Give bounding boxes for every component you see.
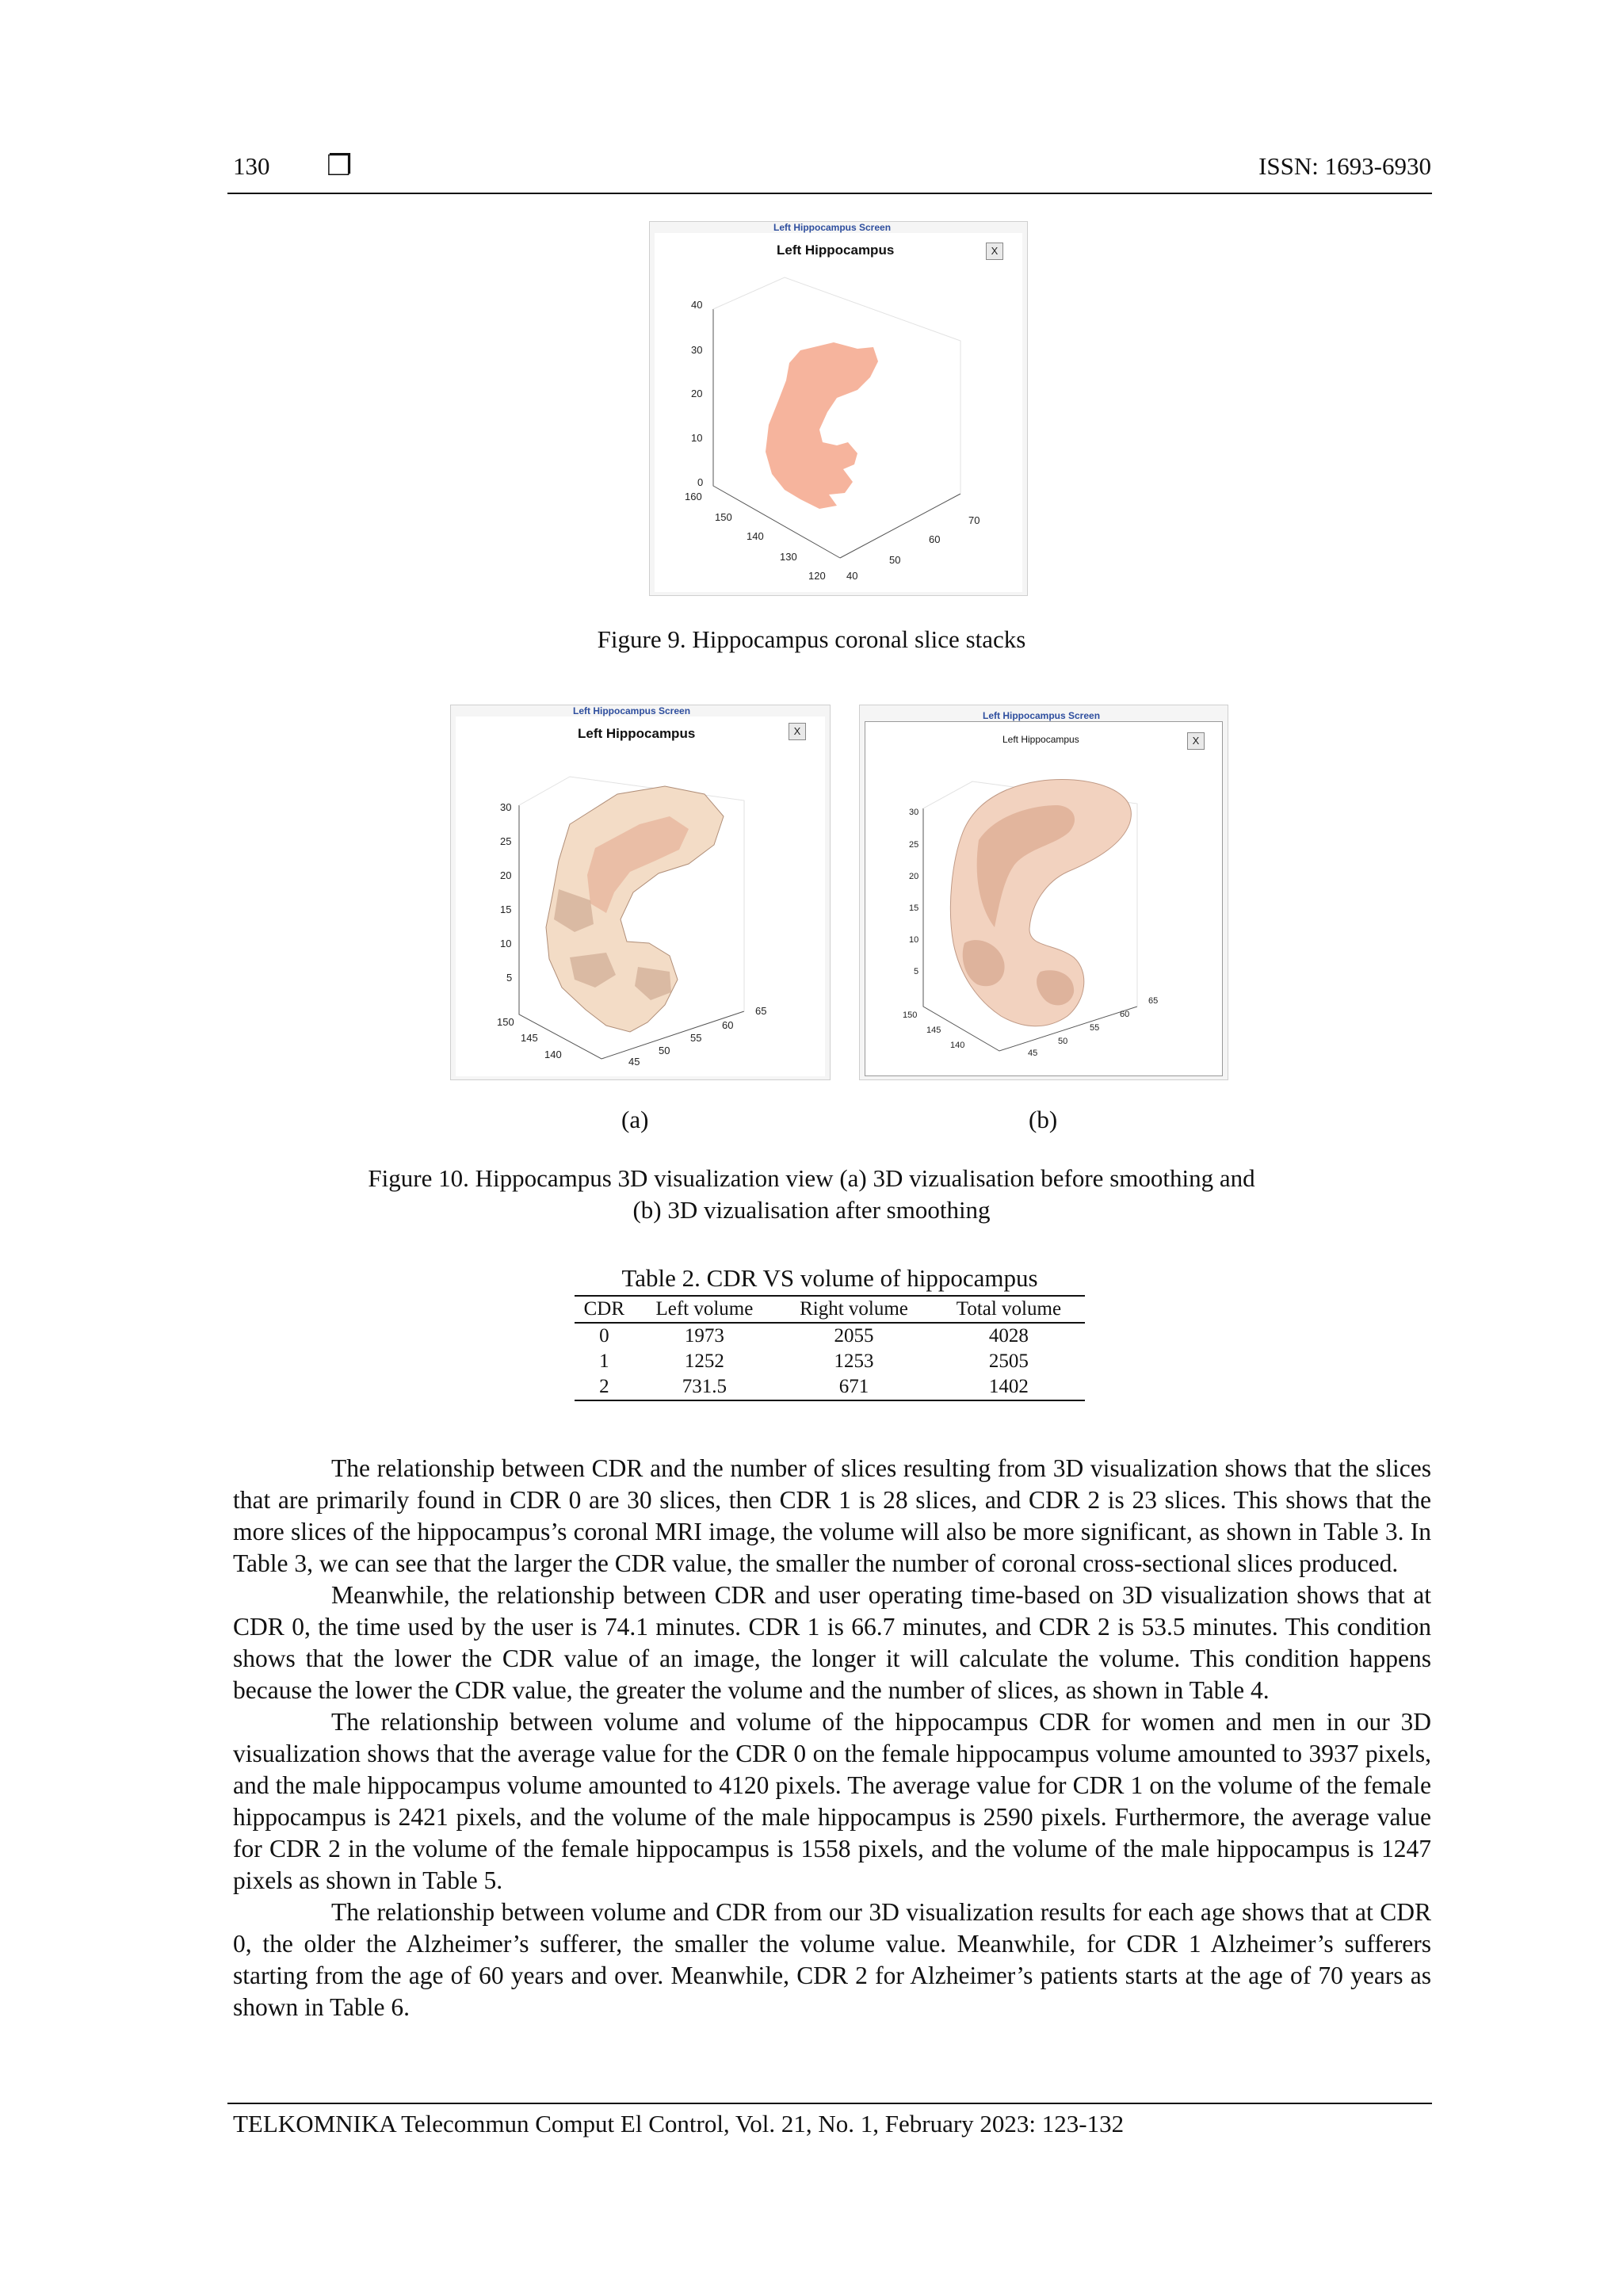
x-tick: 55	[690, 1032, 702, 1044]
figure-10a-window-title: Left Hippocampus Screen	[573, 705, 691, 716]
table-row	[575, 1323, 1085, 1349]
hippocampus-3d-model-before-smoothing	[546, 786, 724, 1032]
header-rule	[227, 193, 1432, 194]
body-text	[233, 1453, 1431, 2023]
y-tick: 140	[544, 1049, 562, 1060]
column-header: Total volume	[956, 1298, 1062, 1320]
z-tick: 40	[691, 299, 703, 311]
figure-10b-z-ticks	[909, 808, 918, 976]
table-2	[575, 1295, 1085, 1401]
table-cell: 671	[838, 1376, 869, 1397]
column-header: CDR	[583, 1298, 625, 1320]
paragraph: The relationship between volume and CDR from our 3D visualization results for each age shows that at CDR 0, the older the Alzheimer’s sufferer, the smaller the volume value. Meanwhile, for CDR 1 Alzheimer’s sufferers starting from the age of 60 years and over. Meanwhile, CDR 2 for Alzheimer’s patients starts at the age of 70 years as shown in Table 6.	[233, 1898, 1431, 2021]
table-cell: 4028	[988, 1325, 1029, 1347]
table-header-row	[575, 1296, 1085, 1323]
x-tick: 45	[1028, 1049, 1038, 1058]
figure-9-plot-title: Left Hippocampus	[777, 243, 895, 258]
z-tick: 20	[500, 869, 512, 881]
figure-10b-close-button[interactable]: X	[1187, 732, 1205, 750]
x-tick: 60	[722, 1019, 734, 1031]
table-row	[575, 1374, 1085, 1400]
figure-10a-y-ticks	[497, 1016, 562, 1060]
figure-10a-3d-plot	[451, 705, 831, 1080]
z-tick: 10	[500, 938, 512, 949]
z-tick: 20	[909, 872, 919, 881]
x-tick: 50	[1058, 1037, 1068, 1046]
figure-9-y-ticks	[685, 491, 826, 582]
table-cell: 1253	[834, 1350, 874, 1372]
hippocampus-3d-model-after-smoothing	[950, 780, 1131, 1026]
figure-10b-window	[859, 705, 1228, 1080]
y-tick: 140	[950, 1041, 965, 1050]
y-tick: 130	[780, 551, 797, 563]
table-cell: 1402	[988, 1376, 1029, 1397]
z-tick: 0	[697, 476, 704, 488]
paragraph: The relationship between volume and volume of the hippocampus CDR for women and men in our 3D visualization shows that the average value for the CDR 0 on the female hippocampus volume amounted to 3937 pixels, and the male hippocampus volume amounted to 4120 pixels. The average value for CDR 1 on the volume of the female hippocampus is 2421 pixels, and the volume of the male hippocampus is 2590 pixels. Furthermore, the average value for CDR 2 in the volume of the female hippocampus is 1558 pixels, and the volume of the male hippocampus is 1247 pixels as shown in Table 5.	[233, 1708, 1431, 1894]
y-tick: 150	[715, 511, 732, 523]
x-tick: 65	[755, 1005, 767, 1017]
x-tick: 50	[659, 1045, 670, 1056]
x-tick: 40	[846, 570, 858, 582]
z-tick: 10	[691, 432, 703, 444]
figure-9-z-ticks	[691, 299, 703, 488]
figure-9-x-ticks	[846, 514, 980, 582]
figure-9-caption: Figure 9. Hippocampus coronal slice stacks	[597, 625, 1026, 653]
z-tick: 25	[909, 840, 919, 850]
z-tick: 30	[909, 808, 919, 817]
z-tick: 15	[909, 904, 919, 913]
figure-10b-3d-plot	[860, 705, 1228, 1080]
column-header: Left volume	[655, 1298, 754, 1320]
z-tick: 30	[500, 801, 512, 813]
x-tick: 60	[929, 533, 941, 545]
z-tick: 30	[691, 344, 703, 356]
z-tick: 5	[506, 972, 513, 984]
table-cell: 1	[599, 1350, 609, 1372]
table-cell: 2055	[834, 1325, 874, 1347]
hippocampus-slice-stack	[766, 342, 878, 509]
table-cell: 2	[599, 1376, 609, 1397]
y-tick: 150	[903, 1010, 918, 1020]
paragraph: Meanwhile, the relationship between CDR and user operating time-based on 3D visualization shows that at CDR 0, the time used by the user is 74.1 minutes. CDR 1 is 66.7 minutes, and CDR 2 is 53.5 minutes. This condition shows that the lower the CDR value of an image, the longer it will calculate the volume. This condition happens because the lower the CDR value, the greater the volume and the number of slices, as shown in Table 4.	[233, 1581, 1431, 1704]
table-cell: 731.5	[682, 1376, 727, 1397]
y-tick: 145	[926, 1026, 941, 1035]
figure-10b-plot-title: Left Hippocampus	[1002, 734, 1079, 745]
table-cell: 1252	[684, 1350, 724, 1372]
figure-10b-label: (b)	[1029, 1106, 1058, 1133]
y-tick: 160	[685, 491, 702, 502]
x-tick: 50	[889, 554, 901, 566]
page-number: 130	[233, 152, 270, 180]
figure-10a-plot-title: Left Hippocampus	[578, 726, 696, 741]
table-cell: 1973	[684, 1325, 724, 1347]
footer-citation: TELKOMNIKA Telecommun Comput El Control, Vol. 21, No. 1, February 2023: 123-132	[233, 2110, 1125, 2137]
figure-9-window-title: Left Hippocampus Screen	[773, 222, 892, 233]
figure-10a-label: (a)	[621, 1106, 649, 1133]
figure-10b-window-title: Left Hippocampus Screen	[980, 710, 1102, 721]
figure-10a-close-button[interactable]: X	[789, 723, 806, 740]
y-tick: 140	[747, 530, 764, 542]
x-tick: 70	[968, 514, 980, 526]
figure-9-3d-plot	[650, 222, 1028, 596]
y-tick: 120	[808, 570, 826, 582]
y-tick: 145	[521, 1032, 538, 1044]
x-tick: 65	[1148, 996, 1159, 1006]
figure-9-close-button[interactable]: X	[986, 243, 1003, 260]
table-cell: 2505	[988, 1350, 1029, 1372]
x-tick: 45	[628, 1056, 640, 1068]
z-tick: 15	[500, 904, 512, 915]
figure-10a-z-ticks	[500, 801, 512, 984]
paragraph: The relationship between CDR and the number of slices resulting from 3D visualization shows that the slices that are primarily found in CDR 0 are 30 slices, then CDR 1 is 28 slices, and CDR 2 is 23 slices. This shows that the more slices of the hippocampus’s coronal MRI image, the volume will also be more significant, as shown in Table 3. In Table 3, we can see that the larger the CDR value, the smaller the number of coronal cross-sectional slices produced.	[233, 1454, 1431, 1577]
figure-10-caption-line2: (b) 3D vizualisation after smoothing	[632, 1196, 991, 1224]
table-cell: 0	[599, 1325, 609, 1347]
z-tick: 5	[914, 967, 919, 976]
z-tick: 20	[691, 388, 703, 399]
table-2-caption: Table 2. CDR VS volume of hippocampus	[621, 1264, 1038, 1292]
z-tick: 25	[500, 835, 512, 847]
footer-rule	[227, 2103, 1432, 2104]
figure-10a-window	[450, 705, 831, 1080]
x-tick: 55	[1090, 1023, 1100, 1033]
box-icon: ❐	[327, 150, 353, 181]
figure-9-window	[649, 221, 1028, 596]
z-tick: 10	[909, 935, 919, 945]
figure-9-x-axis	[840, 494, 960, 558]
y-tick: 150	[497, 1016, 514, 1028]
figure-10-caption-line1: Figure 10. Hippocampus 3D visualization view (a) 3D vizualisation before smoothing and	[368, 1164, 1255, 1192]
column-header: Right volume	[800, 1298, 908, 1320]
issn: ISSN: 1693-6930	[1258, 152, 1431, 180]
table-row	[575, 1349, 1085, 1374]
figure-10b-y-ticks	[903, 1010, 964, 1050]
x-tick: 60	[1120, 1010, 1130, 1019]
